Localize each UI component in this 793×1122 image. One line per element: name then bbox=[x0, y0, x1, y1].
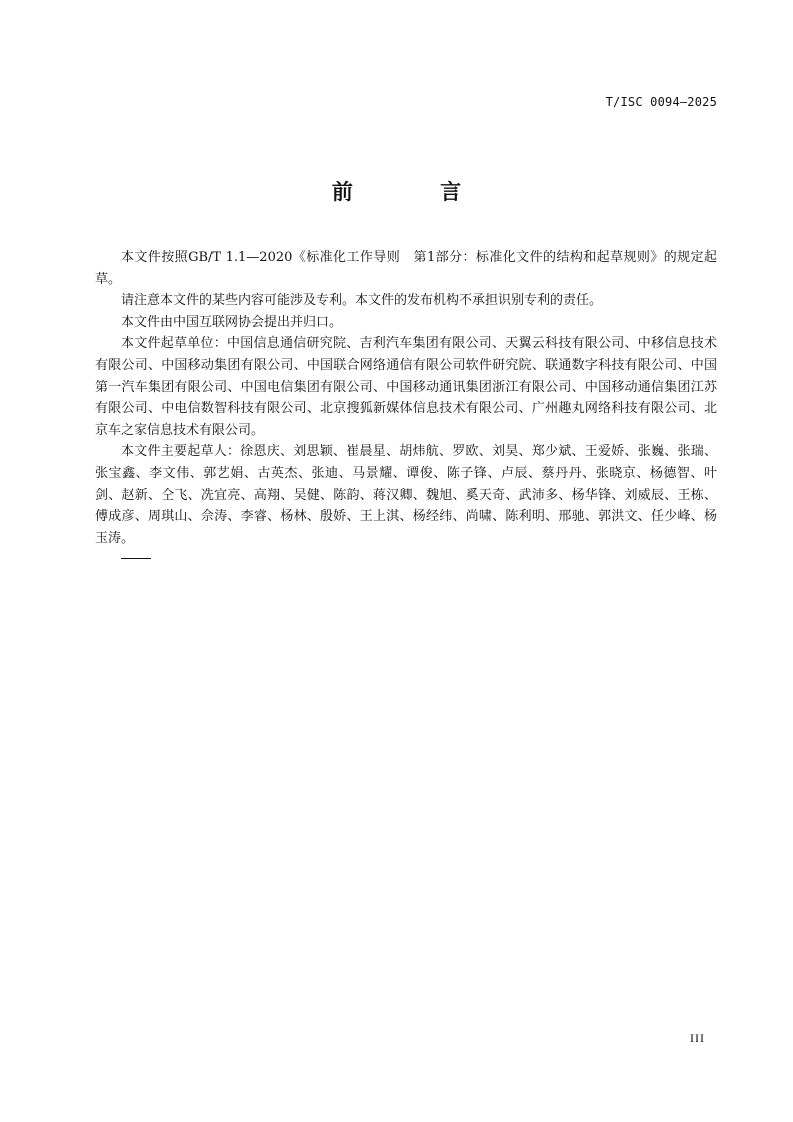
page-title: 前 言 bbox=[331, 180, 502, 204]
foreword-body bbox=[95, 247, 717, 559]
end-divider bbox=[121, 558, 151, 559]
paragraph-proposer: 本文件由中国互联网协会提出并归口。 bbox=[121, 314, 343, 330]
page-number: III bbox=[690, 1031, 705, 1045]
paragraph-drafting-units: 本文件起草单位：中国信息通信研究院、吉利汽车集团有限公司、天翼云科技有限公司、中移信息技术有限公司、中国移动集团有限公司、中国联合网络通信有限公司软件研究院、联通数字科技有限公司、中国第一汽车集团有限公司、中国电信集团有限公司、中国移动通讯集团浙江有限公司、中国移动通信集团江苏有限公司、中电信数智科技有限公司、北京搜狐新媒体信息技术有限公司、广州趣丸网络科技有限公司、北京车之家信息技术有限公司。 bbox=[95, 336, 717, 438]
document-code: T/ISC 0094—2025 bbox=[605, 95, 717, 109]
paragraph-patent-notice: 请注意本文件的某些内容可能涉及专利。本文件的发布机构不承担识别专利的责任。 bbox=[121, 293, 603, 309]
paragraph-drafting-rules: 本文件按照GB/T 1.1—2020《标准化工作导则 第1部分：标准化文件的结构和起草规则》的规定起草。 bbox=[95, 250, 717, 287]
paragraph-main-drafters: 本文件主要起草人：徐恩庆、刘思颖、崔晨星、胡炜航、罗欧、刘昊、郑少斌、王爱娇、张巍、张瑞、张宝鑫、李文伟、郭艺娟、古英杰、张迪、马景耀、谭俊、陈子锋、卢辰、蔡丹丹、张晓京、杨德智、叶剑、赵新、仝飞、冼宜亮、高翔、吴健、陈韵、蒋汉卿、魏旭、奚天奇、武沛多、杨华锋、刘威辰、王栋、傅成彦、周琪山、佘涛、李睿、杨林、殷娇、王上淇、杨经纬、尚啸、陈利明、邢驰、郭洪文、任少峰、杨玉涛。 bbox=[95, 444, 717, 546]
